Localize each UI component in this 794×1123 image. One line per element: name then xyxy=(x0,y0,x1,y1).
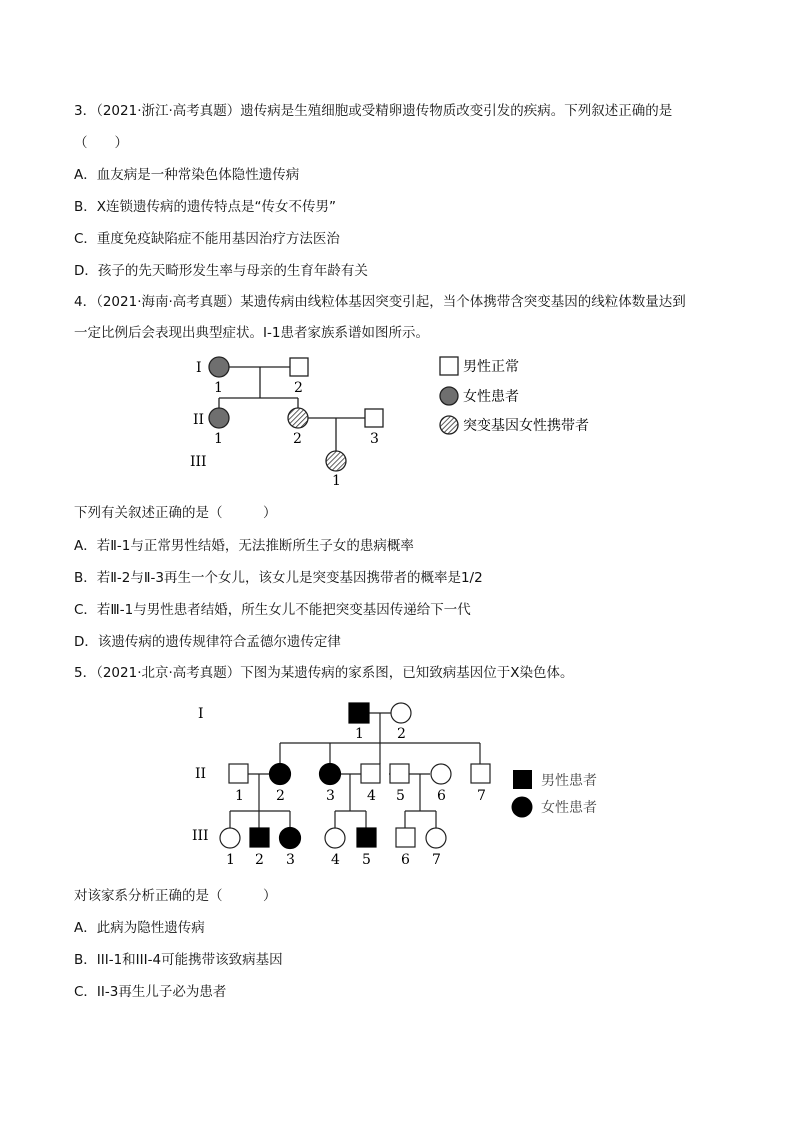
q4-II-1-affected-female xyxy=(209,408,229,428)
q4-legend-normal-male-icon xyxy=(440,357,458,375)
q5-II-1-normal-male xyxy=(229,764,248,783)
q4-num-I-2: 2 xyxy=(294,380,303,396)
q4-gen-label-3: III xyxy=(190,454,207,470)
q5-num-III-3: 3 xyxy=(286,852,295,868)
q3-option-b: B．X连锁遗传病的遗传特点是“传女不传男” xyxy=(74,199,336,215)
q5-I-1-affected-male xyxy=(349,703,369,723)
q4-legend-affected-female: 女性患者 xyxy=(463,389,519,405)
q5-II-5-normal-male xyxy=(390,764,409,783)
q5-num-III-2: 2 xyxy=(255,852,264,868)
q5-question: 对该家系分析正确的是（ ） xyxy=(74,888,277,904)
q4-gen-label-1: I xyxy=(196,360,202,376)
q4-I-1-affected-female xyxy=(209,357,229,377)
q4-II-2-carrier-female xyxy=(288,408,308,428)
q4-stem-line1: 4．（2021·海南·高考真题）某遗传病由线粒体基因突变引起，当个体携带含突变基因的线粒体数量达到 xyxy=(74,294,686,310)
q5-III-4-normal-female xyxy=(325,828,345,848)
q5-num-I-1: 1 xyxy=(355,726,364,742)
q3-option-c: C．重度免疫缺陷症不能用基因治疗方法医治 xyxy=(74,231,340,247)
q4-option-b: B．若Ⅱ-2与Ⅱ-3再生一个女儿，该女儿是突变基因携带者的概率是1/2 xyxy=(74,570,483,586)
q5-num-III-7: 7 xyxy=(432,852,441,868)
q4-option-d: D．该遗传病的遗传规律符合孟德尔遗传定律 xyxy=(74,634,341,650)
q5-num-II-4: 4 xyxy=(367,788,376,804)
q5-num-II-7: 7 xyxy=(477,788,486,804)
q4-num-II-1: 1 xyxy=(214,431,223,447)
q4-question: 下列有关叙述正确的是（ ） xyxy=(74,505,277,521)
q5-II-2-affected-female xyxy=(270,764,291,785)
q4-num-II-2: 2 xyxy=(293,431,302,447)
q4-legend-carrier-female-icon xyxy=(440,416,458,434)
q5-III-2-affected-male xyxy=(250,828,269,847)
q5-gen-label-2: II xyxy=(195,766,207,782)
q3-stem: 3．（2021·浙江·高考真题）遗传病是生殖细胞或受精卵遗传物质改变引发的疾病。下列叙述正确的是 xyxy=(74,103,673,119)
q4-III-1-carrier-female xyxy=(326,451,346,471)
q4-num-III-1: 1 xyxy=(332,473,341,489)
q5-legend-affected-male: 男性患者 xyxy=(541,773,597,789)
q5-III-6-normal-male xyxy=(396,828,415,847)
q5-legend-affected-female: 女性患者 xyxy=(541,800,597,816)
q5-num-III-5: 5 xyxy=(362,852,371,868)
q4-legend-normal-male: 男性正常 xyxy=(463,359,519,375)
q5-I-2-normal-female xyxy=(391,703,411,723)
q4-option-c: C．若Ⅲ-1与男性患者结婚，所生女儿不能把突变基因传递给下一代 xyxy=(74,602,471,618)
q5-option-b: B．III-1和III-4可能携带该致病基因 xyxy=(74,952,283,968)
q5-num-I-2: 2 xyxy=(397,726,406,742)
q5-num-II-2: 2 xyxy=(276,788,285,804)
q5-III-1-normal-female xyxy=(220,828,240,848)
q5-II-6-normal-female xyxy=(431,764,451,784)
q5-option-a: A．此病为隐性遗传病 xyxy=(74,920,205,936)
q5-num-II-6: 6 xyxy=(437,788,446,804)
q3-option-d: D．孩子的先天畸形发生率与母亲的生育年龄有关 xyxy=(74,263,368,279)
q4-num-I-1: 1 xyxy=(214,380,223,396)
q5-num-III-6: 6 xyxy=(401,852,410,868)
q5-num-II-3: 3 xyxy=(326,788,335,804)
q5-num-II-5: 5 xyxy=(396,788,405,804)
q4-gen-label-2: II xyxy=(193,412,205,428)
q5-III-7-normal-female xyxy=(426,828,446,848)
q4-II-3-normal-male xyxy=(365,409,383,427)
q5-II-4-normal-male xyxy=(361,764,380,783)
q5-II-7-normal-male xyxy=(471,764,490,783)
q3-answer-blank: （ ） xyxy=(74,135,128,151)
q4-legend-carrier-female: 突变基因女性携带者 xyxy=(463,418,589,434)
q5-III-3-affected-female xyxy=(280,828,301,849)
q5-legend-affected-male-icon xyxy=(513,770,532,789)
q5-gen-label-1: I xyxy=(198,706,204,722)
q4-I-2-normal-male xyxy=(290,358,308,376)
q5-num-III-1: 1 xyxy=(226,852,235,868)
q5-III-5-affected-male xyxy=(357,828,376,847)
q5-II-3-affected-female xyxy=(320,764,341,785)
q4-stem-line2: 一定比例后会表现出典型症状。Ⅰ-1患者家族系谱如图所示。 xyxy=(74,325,429,341)
q4-legend-affected-female-icon xyxy=(440,387,458,405)
q3-option-a: A．血友病是一种常染色体隐性遗传病 xyxy=(74,167,300,183)
q5-legend-affected-female-icon xyxy=(512,797,533,818)
q5-stem: 5．（2021·北京·高考真题）下图为某遗传病的家系图，已知致病基因位于X染色体。 xyxy=(74,665,574,681)
q4-num-II-3: 3 xyxy=(370,431,379,447)
q5-num-III-4: 4 xyxy=(331,852,340,868)
q5-gen-label-3: III xyxy=(192,828,209,844)
q4-option-a: A．若Ⅱ-1与正常男性结婚，无法推断所生子女的患病概率 xyxy=(74,538,414,554)
q5-num-II-1: 1 xyxy=(235,788,244,804)
q5-option-c: C．II-3再生儿子必为患者 xyxy=(74,984,227,1000)
